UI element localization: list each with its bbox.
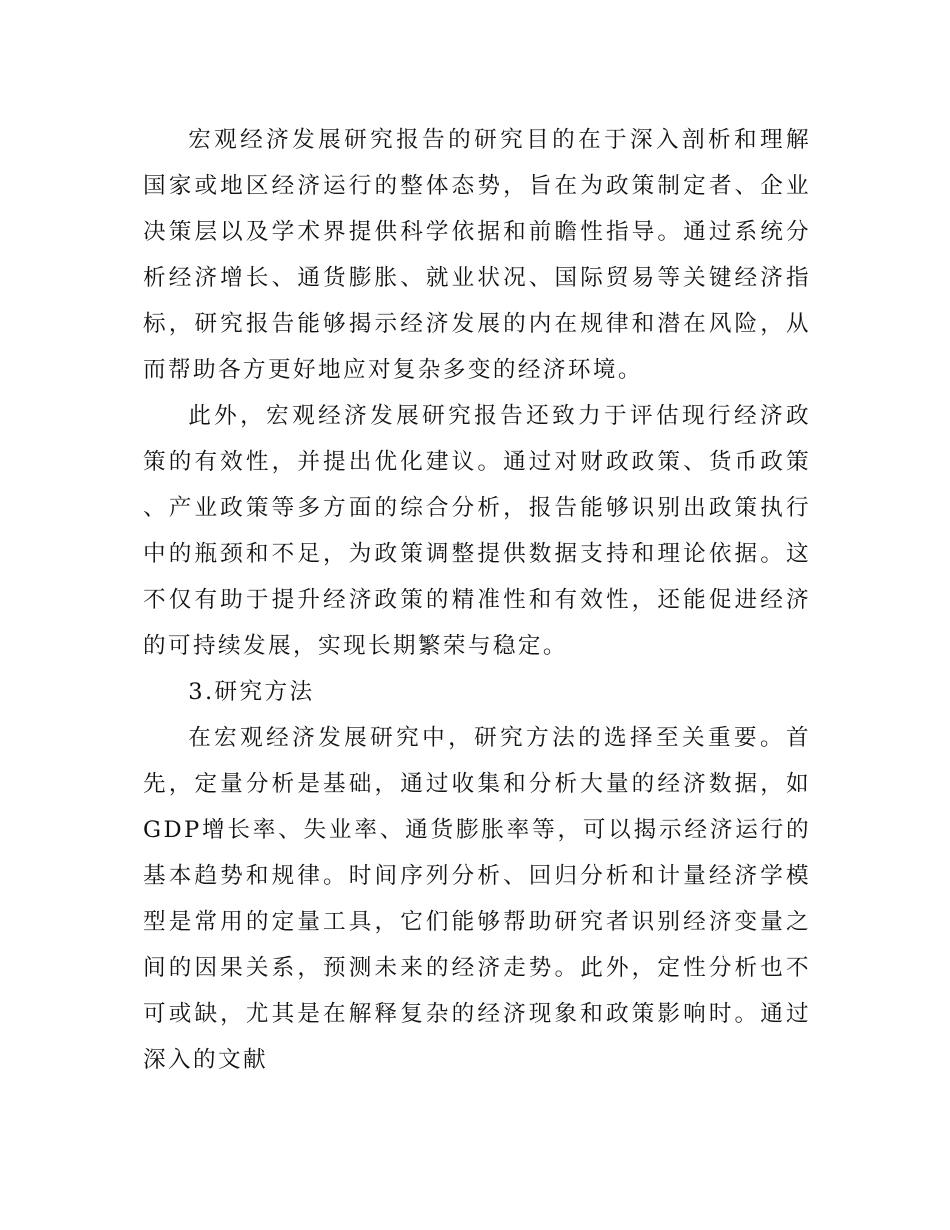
document-body bbox=[143, 117, 811, 1083]
section-heading-research-methods: 3.研究方法 bbox=[188, 679, 315, 705]
paragraph-policy-evaluation: 此外，宏观经济发展研究报告还致力于评估现行经济政策的有效性，并提出优化建议。通过对财政政策、货币政策、产业政策等多方面的综合分析，报告能够识别出政策执行中的瓶颈和不足，为政策调整提供数据支持和理论依据。这不仅有助于提升经济政策的精准性和有效性，还能促进经济的可持续发展，实现长期繁荣与稳定。 bbox=[143, 403, 811, 659]
paragraph-research-purpose: 宏观经济发展研究报告的研究目的在于深入剖析和理解国家或地区经济运行的整体态势，旨在为政策制定者、企业决策层以及学术界提供科学依据和前瞻性指导。通过系统分析经济增长、通货膨胀、就业状况、国际贸易等关键经济指标，研究报告能够揭示经济发展的内在规律和潜在风险，从而帮助各方更好地应对复杂多变的经济环境。 bbox=[143, 127, 811, 383]
paragraph-research-methods: 在宏观经济发展研究中，研究方法的选择至关重要。首先，定量分析是基础，通过收集和分析大量的经济数据，如GDP增长率、失业率、通货膨胀率等，可以揭示经济运行的基本趋势和规律。时间序列分析、回归分析和计量经济学模型是常用的定量工具，它们能够帮助研究者识别经济变量之间的因果关系，预测未来的经济走势。此外，定性分析也不可或缺，尤其是在解释复杂的经济现象和政策影响时。通过深入的文献 bbox=[143, 725, 811, 1073]
